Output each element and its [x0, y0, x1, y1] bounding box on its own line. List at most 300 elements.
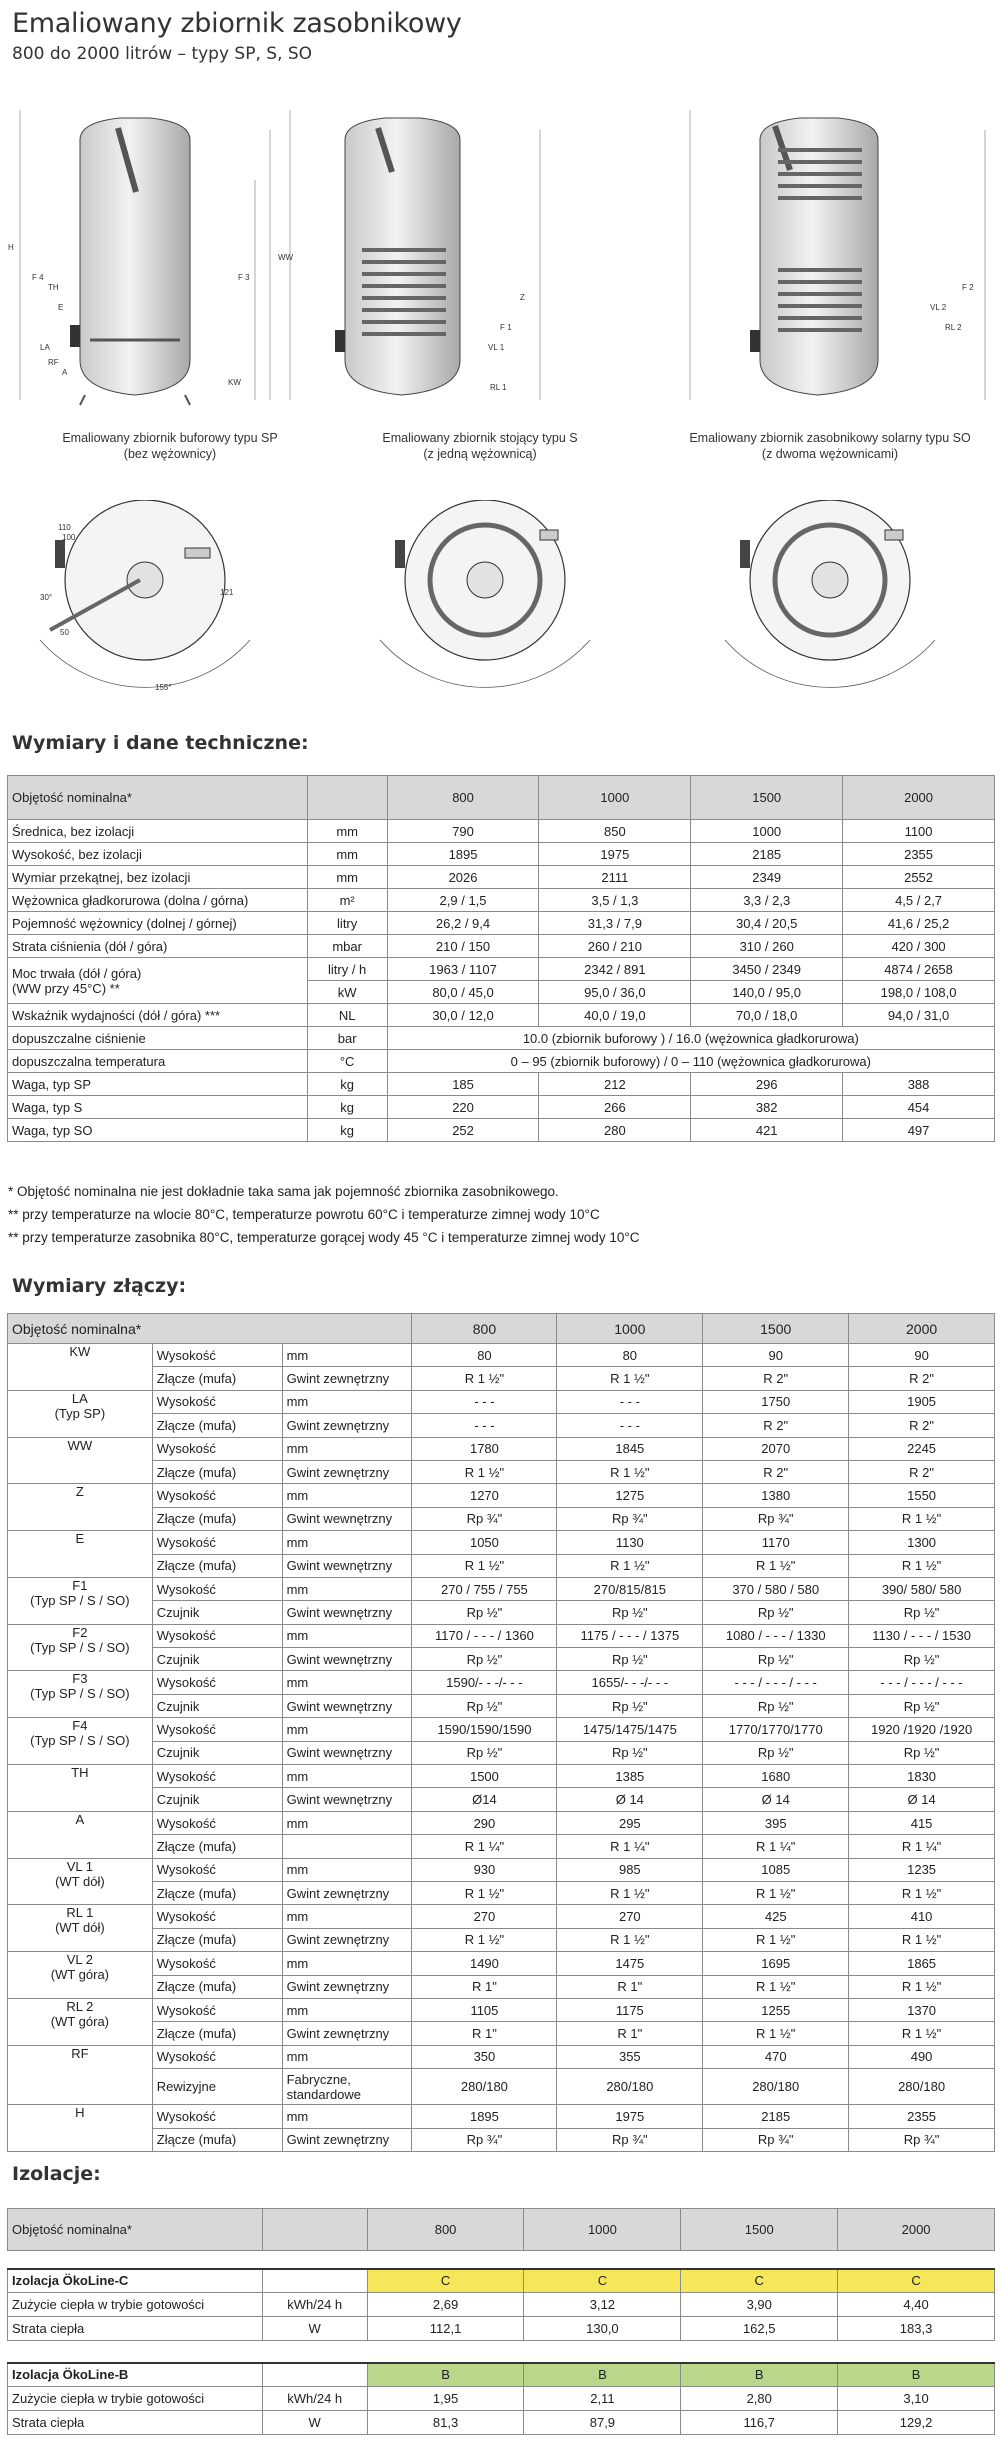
- value-cell: 252: [387, 1119, 539, 1142]
- value-cell: 112,1: [367, 2317, 524, 2341]
- table-row: [8, 2317, 995, 2341]
- value-cell: 2552: [843, 866, 995, 889]
- page-title: Emaliowany zbiornik zasobnikowy: [12, 8, 462, 39]
- value-cell: 1780: [412, 1437, 557, 1460]
- label-A: A: [62, 368, 68, 377]
- label-cell: Zużycie ciepła w trybie gotowości: [8, 2293, 263, 2317]
- table-row: [8, 1460, 995, 1483]
- table-row: [8, 1694, 995, 1717]
- connection-name-line: (Typ SP / S / SO): [30, 1592, 130, 1608]
- value-cell: Rp ½": [412, 1694, 557, 1717]
- insulation-title-row: [8, 2363, 995, 2387]
- value-cell: 1255: [703, 1998, 849, 2021]
- empty-cell: [262, 2363, 367, 2387]
- table-row: [8, 1507, 995, 1530]
- unit-cell: Gwint zewnętrzny: [282, 2128, 412, 2151]
- unit-cell: Gwint zewnętrzny: [282, 1928, 412, 1951]
- unit-cell: W: [262, 2317, 367, 2341]
- connection-name-line: A: [75, 1811, 85, 1827]
- value-cell: Rp ¾": [703, 1507, 849, 1530]
- table-row: [8, 1648, 995, 1671]
- label-Z: Z: [520, 293, 525, 302]
- connection-name-line: (Typ SP / S / SO): [30, 1733, 130, 1749]
- unit-cell: mm: [307, 843, 387, 866]
- value-cell: R 2": [703, 1414, 849, 1437]
- spacer: [8, 2251, 995, 2269]
- insulation-title: Izolacja ÖkoLine-C: [8, 2269, 263, 2293]
- table-row: [8, 935, 995, 958]
- iso-table-header: [8, 2209, 995, 2251]
- drawing-caption-so: Emaliowany zbiornik zasobnikowy solarny typu SO (z dwoma wężownicami): [689, 431, 971, 461]
- param-cell: Wysokość: [152, 1718, 282, 1741]
- value-cell: 2349: [691, 866, 843, 889]
- spacer-row: [8, 2251, 995, 2269]
- page-subtitle: 800 do 2000 litrów – typy SP, S, SO: [12, 44, 313, 64]
- param-cell: Wysokość: [152, 1624, 282, 1647]
- header-cell: 1500: [703, 1314, 849, 1344]
- connection-name: [8, 1718, 153, 1765]
- unit-cell: Gwint zewnętrzny: [282, 1881, 412, 1904]
- param-cell: Złącze (mufa): [152, 2128, 282, 2151]
- value-cell: Rp ½": [703, 1648, 849, 1671]
- value-cell: R 1 ½": [412, 1928, 557, 1951]
- label-cell: Wężownica gładkorurowa (dolna / górna): [8, 889, 308, 912]
- value-cell: 41,6 / 25,2: [843, 912, 995, 935]
- value-cell: 2355: [849, 2105, 995, 2128]
- unit-cell: mm: [307, 820, 387, 843]
- table-row: [8, 1027, 995, 1050]
- value-cell: 1085: [703, 1858, 849, 1881]
- value-cell: 2185: [691, 843, 843, 866]
- table-row: [8, 1344, 995, 1367]
- value-cell: R 1 ½": [849, 1554, 995, 1577]
- spacer: [8, 2341, 995, 2363]
- value-cell: 1490: [412, 1952, 557, 1975]
- unit-cell: mm: [282, 1577, 412, 1600]
- connection-name-line: (Typ SP / S / SO): [30, 1639, 130, 1655]
- connection-name: [8, 1344, 153, 1391]
- value-cell: R 1 ½": [557, 1460, 703, 1483]
- unit-cell: mm: [282, 1671, 412, 1694]
- value-cell: 2,69: [367, 2293, 524, 2317]
- unit-cell: Gwint wewnętrzny: [282, 1694, 412, 1717]
- connection-name: [8, 1811, 153, 1858]
- label-RL2: RL 2: [945, 323, 962, 332]
- unit-cell: kg: [307, 1073, 387, 1096]
- label-VL1: VL 1: [488, 343, 505, 352]
- param-cell: Wysokość: [152, 1390, 282, 1413]
- label-H: H: [8, 243, 14, 252]
- connection-name-line: F4: [72, 1718, 88, 1734]
- energy-class-badge: B: [681, 2363, 838, 2387]
- value-cell: Rp ¾": [849, 2128, 995, 2151]
- header-cell: 2000: [838, 2209, 995, 2251]
- table-row: [8, 1050, 995, 1073]
- value-cell: R 1 ½": [703, 2022, 849, 2045]
- spacer-row: [8, 2341, 995, 2363]
- value-cell: 1845: [557, 1437, 703, 1460]
- energy-class-badge: B: [524, 2363, 681, 2387]
- value-cell: 1895: [387, 843, 539, 866]
- connections-table: [7, 1313, 995, 2152]
- insulation-title: Izolacja ÖkoLine-B: [8, 2363, 263, 2387]
- value-cell: 2355: [843, 843, 995, 866]
- param-cell: Złącze (mufa): [152, 1367, 282, 1390]
- value-cell: 3,12: [524, 2293, 681, 2317]
- value-cell: 1175 / - - - / 1375: [557, 1624, 703, 1647]
- value-cell: 790: [387, 820, 539, 843]
- value-cell: 1590/- - -/- - -: [412, 1671, 557, 1694]
- unit-cell: Gwint wewnętrzny: [282, 1507, 412, 1530]
- value-cell: 1275: [557, 1484, 703, 1507]
- drawing-caption-sp: Emaliowany zbiornik buforowy typu SP (bez wężownicy): [62, 431, 278, 461]
- value-cell: 1895: [412, 2105, 557, 2128]
- value-cell: 280/180: [412, 2069, 557, 2105]
- param-cell: Wysokość: [152, 1344, 282, 1367]
- unit-cell: kWh/24 h: [262, 2293, 367, 2317]
- header-cell: 800: [387, 776, 539, 820]
- value-cell: 94,0 / 31,0: [843, 1004, 995, 1027]
- header-cell: 800: [412, 1314, 557, 1344]
- value-cell: 2,80: [681, 2387, 838, 2411]
- value-cell: 295: [557, 1811, 703, 1834]
- connection-name: [8, 1531, 153, 1578]
- empty-cell: [262, 2269, 367, 2293]
- unit-cell: mm: [282, 1952, 412, 1975]
- value-cell: R 1 ½": [412, 1367, 557, 1390]
- table-row: [8, 1905, 995, 1928]
- unit-cell: mm: [282, 1390, 412, 1413]
- value-cell: Rp ½": [849, 1741, 995, 1764]
- label-cell: Zużycie ciepła w trybie gotowości: [8, 2387, 263, 2411]
- param-cell: Wysokość: [152, 1952, 282, 1975]
- value-cell: 4874 / 2658: [843, 958, 995, 981]
- table-row: [8, 1765, 995, 1788]
- value-cell: 95,0 / 36,0: [539, 981, 691, 1004]
- value-cell: 1590/1590/1590: [412, 1718, 557, 1741]
- value-cell: - - - / - - - / - - -: [849, 1671, 995, 1694]
- param-cell: Wysokość: [152, 1531, 282, 1554]
- table-row: [8, 1624, 995, 1647]
- unit-cell: kWh/24 h: [262, 2387, 367, 2411]
- table-row: [8, 866, 995, 889]
- value-cell: Rp ½": [557, 1648, 703, 1671]
- table-row: [8, 2411, 995, 2435]
- value-cell: - - -: [412, 1414, 557, 1437]
- value-cell: 266: [539, 1096, 691, 1119]
- value-cell: Rp ½": [703, 1601, 849, 1624]
- value-cell: 4,5 / 2,7: [843, 889, 995, 912]
- param-cell: Wysokość: [152, 1577, 282, 1600]
- label-F1: F 1: [500, 323, 512, 332]
- value-cell: Rp ½": [849, 1601, 995, 1624]
- value-cell: Rp ½": [557, 1741, 703, 1764]
- value-cell: 1300: [849, 1531, 995, 1554]
- unit-cell: litry: [307, 912, 387, 935]
- footnote: ** przy temperaturze na wlocie 80°C, temperaturze powrotu 60°C i temperaturze zimnej wody 10°C: [8, 1207, 600, 1222]
- value-cell: Rp ¾": [412, 2128, 557, 2151]
- value-cell: 1830: [849, 1765, 995, 1788]
- value-cell: 1655/- - -/- - -: [557, 1671, 703, 1694]
- value-cell: 185: [387, 1073, 539, 1096]
- value-cell: 270: [412, 1905, 557, 1928]
- table-row: [8, 820, 995, 843]
- param-cell: Czujnik: [152, 1601, 282, 1624]
- value-cell: 1750: [703, 1390, 849, 1413]
- value-cell: 390/ 580/ 580: [849, 1577, 995, 1600]
- param-cell: Rewizyjne: [152, 2069, 282, 2105]
- value-cell: 3,10: [838, 2387, 995, 2411]
- value-cell: 1963 / 1107: [387, 958, 539, 981]
- value-cell: - - -: [557, 1414, 703, 1437]
- tech-table: [7, 775, 995, 1142]
- table-row: [8, 1718, 995, 1741]
- value-cell: 1475/1475/1475: [557, 1718, 703, 1741]
- unit-cell: mm: [282, 1811, 412, 1834]
- label-cell: Wymiar przekątnej, bez izolacji: [8, 866, 308, 889]
- value-cell: 421: [691, 1119, 843, 1142]
- value-cell: 2070: [703, 1437, 849, 1460]
- label-cell: dopuszczalne ciśnienie: [8, 1027, 308, 1050]
- header-cell: 2000: [849, 1314, 995, 1344]
- table-row: [8, 1835, 995, 1858]
- value-cell: 1080 / - - - / 1330: [703, 1624, 849, 1647]
- value-cell: 370 / 580 / 580: [703, 1577, 849, 1600]
- value-cell: 212: [539, 1073, 691, 1096]
- connection-name-line: (Typ SP): [54, 1405, 106, 1421]
- value-cell: Rp ½": [849, 1694, 995, 1717]
- value-cell: R 1 ¼": [849, 1835, 995, 1858]
- value-cell: 1175: [557, 1998, 703, 2021]
- value-cell: 30,4 / 20,5: [691, 912, 843, 935]
- connection-name-line: WW: [67, 1437, 93, 1453]
- value-cell: 70,0 / 18,0: [691, 1004, 843, 1027]
- unit-cell: mm: [282, 2105, 412, 2128]
- value-cell: - - - / - - - / - - -: [703, 1671, 849, 1694]
- connection-name-line: RL 1: [66, 1905, 94, 1921]
- top-label-110: 110: [58, 523, 71, 532]
- value-cell: 270: [557, 1905, 703, 1928]
- table-row: [8, 1975, 995, 1998]
- connection-name: [8, 1437, 153, 1484]
- value-cell: - - -: [412, 1390, 557, 1413]
- label-F2: F 2: [962, 283, 974, 292]
- value-cell: R 1 ½": [557, 1554, 703, 1577]
- value-cell: Rp ½": [412, 1648, 557, 1671]
- unit-cell: Gwint zewnętrzny: [282, 2022, 412, 2045]
- value-cell: Rp ¾": [703, 2128, 849, 2151]
- value-cell: R 1 ½": [557, 1928, 703, 1951]
- energy-class-badge: C: [838, 2269, 995, 2293]
- unit-cell: mm: [282, 2045, 412, 2068]
- value-cell: 81,3: [367, 2411, 524, 2435]
- table-row: [8, 1671, 995, 1694]
- value-cell: 220: [387, 1096, 539, 1119]
- label-KW: KW: [228, 378, 241, 387]
- value-cell: R 1": [412, 2022, 557, 2045]
- value-cell: 1235: [849, 1858, 995, 1881]
- unit-cell: mm: [282, 1484, 412, 1507]
- value-cell: 162,5: [681, 2317, 838, 2341]
- value-cell: 280/180: [849, 2069, 995, 2105]
- value-cell: 198,0 / 108,0: [843, 981, 995, 1004]
- value-cell: R 1 ½": [703, 1554, 849, 1577]
- label-WW: WW: [278, 253, 294, 262]
- connection-name-line: RF: [71, 2045, 89, 2061]
- value-cell: R 1 ½": [849, 1975, 995, 1998]
- value-cell: 80: [412, 1344, 557, 1367]
- value-cell: 280/180: [557, 2069, 703, 2105]
- value-cell: Ø14: [412, 1788, 557, 1811]
- insulation-table: [7, 2208, 995, 2435]
- value-cell: 985: [557, 1858, 703, 1881]
- label-LA: LA: [40, 343, 50, 352]
- header-cell: 800: [367, 2209, 524, 2251]
- header-cell: Objętość nominalna*: [8, 2209, 263, 2251]
- connection-name-line: Z: [75, 1484, 84, 1500]
- param-cell: Złącze (mufa): [152, 2022, 282, 2045]
- header-cell: 2000: [843, 776, 995, 820]
- value-cell: 116,7: [681, 2411, 838, 2435]
- unit-cell: mm: [307, 866, 387, 889]
- energy-class-badge: C: [367, 2269, 524, 2293]
- param-cell: Złącze (mufa): [152, 1414, 282, 1437]
- value-cell: R 1 ½": [849, 2022, 995, 2045]
- value-cell: Ø 14: [557, 1788, 703, 1811]
- value-cell: 850: [539, 820, 691, 843]
- value-cell: 270/815/815: [557, 1577, 703, 1600]
- table-row: [8, 1858, 995, 1881]
- value-cell: R 1 ½": [412, 1460, 557, 1483]
- value-cell: 140,0 / 95,0: [691, 981, 843, 1004]
- value-cell: 260 / 210: [539, 935, 691, 958]
- value-cell: 1385: [557, 1765, 703, 1788]
- connection-name: [8, 2045, 153, 2104]
- value-cell: Rp ½": [557, 1601, 703, 1624]
- param-cell: Czujnik: [152, 1788, 282, 1811]
- value-cell: 1695: [703, 1952, 849, 1975]
- value-cell: 350: [412, 2045, 557, 2068]
- unit-cell: mm: [282, 1344, 412, 1367]
- param-cell: Wysokość: [152, 2105, 282, 2128]
- unit-cell: [282, 1835, 412, 1858]
- value-cell: Rp ½": [703, 1741, 849, 1764]
- connection-name-line: VL 2: [66, 1952, 93, 1968]
- tank-s-drawing: [290, 110, 540, 400]
- value-cell: R 1 ½": [703, 1928, 849, 1951]
- table-row: [8, 1437, 995, 1460]
- label-TH: TH: [48, 283, 59, 292]
- value-cell: R 1 ¼": [557, 1835, 703, 1858]
- unit-cell: kg: [307, 1119, 387, 1142]
- param-cell: Czujnik: [152, 1741, 282, 1764]
- param-cell: Złącze (mufa): [152, 1554, 282, 1577]
- unit-cell: bar: [307, 1027, 387, 1050]
- value-cell: 310 / 260: [691, 935, 843, 958]
- table-row: [8, 1554, 995, 1577]
- table-row: [8, 1096, 995, 1119]
- label-VL2: VL 2: [930, 303, 947, 312]
- value-cell: 270 / 755 / 755: [412, 1577, 557, 1600]
- value-cell: Rp ¾": [557, 1507, 703, 1530]
- table-row: [8, 1881, 995, 1904]
- value-cell: 1905: [849, 1390, 995, 1413]
- label-F3: F 3: [238, 273, 250, 282]
- label-cell: Wskaźnik wydajności (dół / góra) ***: [8, 1004, 308, 1027]
- value-cell: R 1 ½": [557, 1881, 703, 1904]
- value-cell: 395: [703, 1811, 849, 1834]
- value-cell: 930: [412, 1858, 557, 1881]
- param-cell: Złącze (mufa): [152, 1507, 282, 1530]
- top-view-sp: [40, 500, 250, 687]
- table-row: [8, 2293, 995, 2317]
- top-view-so: [725, 500, 935, 687]
- value-cell: 1975: [557, 2105, 703, 2128]
- label-cell: Średnica, bez izolacji: [8, 820, 308, 843]
- value-cell: 129,2: [838, 2411, 995, 2435]
- unit-cell: NL: [307, 1004, 387, 1027]
- table-row: [8, 2045, 995, 2068]
- connection-name: [8, 1998, 153, 2045]
- table-row: [8, 1390, 995, 1413]
- label-cell: Pojemność wężownicy (dolnej / górnej): [8, 912, 308, 935]
- unit-cell: mm: [282, 1905, 412, 1928]
- table-row: [8, 889, 995, 912]
- unit-cell: Gwint wewnętrzny: [282, 1788, 412, 1811]
- value-cell: 382: [691, 1096, 843, 1119]
- tank-drawings: [0, 100, 1000, 420]
- table-row: [8, 2069, 995, 2105]
- label-cell: Waga, typ S: [8, 1096, 308, 1119]
- value-cell: 2185: [703, 2105, 849, 2128]
- value-cell: 80,0 / 45,0: [387, 981, 539, 1004]
- value-cell: 0 – 95 (zbiornik buforowy) / 0 – 110 (wężownica gładkorurowa): [387, 1050, 994, 1073]
- unit-cell: mm: [282, 1437, 412, 1460]
- value-cell: 1105: [412, 1998, 557, 2021]
- value-cell: 3,90: [681, 2293, 838, 2317]
- unit-cell: mm: [282, 1998, 412, 2021]
- label-cell: Waga, typ SP: [8, 1073, 308, 1096]
- value-cell: R 2": [703, 1460, 849, 1483]
- value-cell: 1050: [412, 1531, 557, 1554]
- unit-cell: °C: [307, 1050, 387, 1073]
- top-label-50: 50: [60, 628, 69, 637]
- tank-so-drawing: [690, 110, 985, 400]
- unit-cell: W: [262, 2411, 367, 2435]
- value-cell: 3450 / 2349: [691, 958, 843, 981]
- table-row: [8, 2022, 995, 2045]
- connection-name-line: TH: [71, 1765, 89, 1781]
- moc-label: Moc trwała (dół / góra) (WW przy 45°C) **: [8, 958, 308, 1004]
- top-view-s: [380, 500, 590, 687]
- value-cell: 3,3 / 2,3: [691, 889, 843, 912]
- value-cell: 425: [703, 1905, 849, 1928]
- label-cell: Waga, typ SO: [8, 1119, 308, 1142]
- value-cell: 26,2 / 9,4: [387, 912, 539, 935]
- value-cell: 280: [539, 1119, 691, 1142]
- value-cell: R 1 ¼": [703, 1835, 849, 1858]
- value-cell: R 1 ½": [412, 1554, 557, 1577]
- energy-class-badge: B: [367, 2363, 524, 2387]
- footnotes: [8, 1180, 639, 1249]
- value-cell: 1975: [539, 843, 691, 866]
- header-cell: 1500: [691, 776, 843, 820]
- connection-name: [8, 1390, 153, 1437]
- value-cell: R 2": [703, 1367, 849, 1390]
- label-F4: F 4: [32, 273, 44, 282]
- top-view-drawings: [0, 500, 1000, 700]
- table-row: [8, 843, 995, 866]
